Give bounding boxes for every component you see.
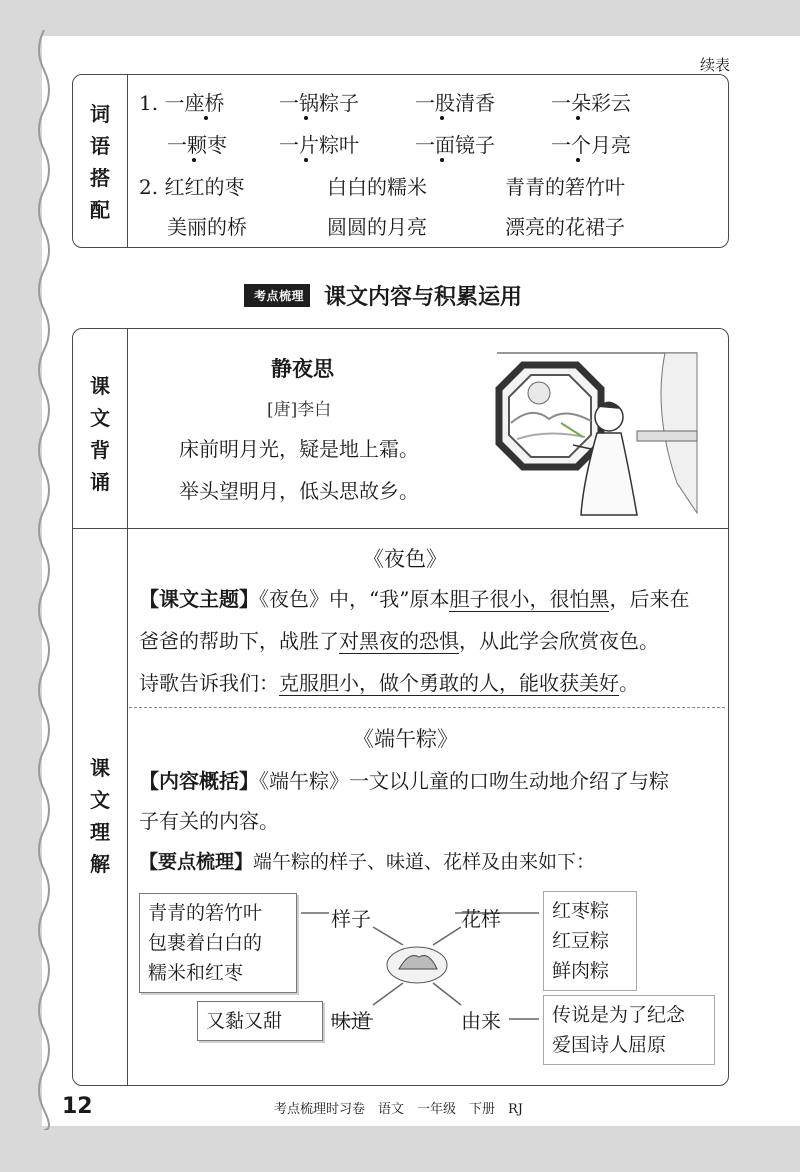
yese-underlined: 对黑夜的恐惧 xyxy=(339,629,459,653)
yangzi-text: 青青的箬竹叶 xyxy=(148,902,263,924)
emphasis-dot xyxy=(304,116,308,120)
recite-side-char: 文 xyxy=(90,406,110,430)
huayang-box xyxy=(543,891,637,991)
yese-text: 。 xyxy=(619,671,639,695)
yese-title: 《夜色》 xyxy=(363,547,447,571)
recite-side-char: 课 xyxy=(90,374,110,398)
vocab-item: 1. 一座桥 xyxy=(139,91,225,115)
yese-text: 爸爸的帮助下，战胜了 xyxy=(139,629,339,653)
section-title: 课文内容与积累运用 xyxy=(324,285,523,310)
yangzi-text: 包裹着白白的 xyxy=(148,932,263,954)
vocab-side-char: 词 xyxy=(90,102,110,126)
weidao-box xyxy=(197,1001,323,1041)
huayang-text: 鲜肉粽 xyxy=(552,960,610,982)
youlai-label: 由来 xyxy=(461,1009,501,1033)
vocab-item: 一朵彩云 xyxy=(551,91,631,115)
yangzi-box xyxy=(139,893,297,993)
understand-side-char: 解 xyxy=(90,852,110,876)
yese-underlined: 克服胆小，做个勇敢的人，能收获美好 xyxy=(279,671,619,695)
vocab-box xyxy=(72,74,729,248)
youlai-text: 爱国诗人屈原 xyxy=(552,1034,667,1056)
vocab-item: 一个月亮 xyxy=(551,133,631,157)
footer-text: 考点梳理时习卷 语文 一年级 下册 RJ xyxy=(274,1102,523,1117)
vocab-item: 2. 红红的枣 xyxy=(139,175,245,199)
vocab-item: 一面镜子 xyxy=(415,133,495,157)
recite-side-char: 背 xyxy=(90,438,110,462)
vocab-item: 一股清香 xyxy=(415,91,495,115)
emphasis-dot xyxy=(440,116,444,120)
yese-text: ，后来在 xyxy=(609,587,690,611)
content-box xyxy=(72,328,729,1086)
understand-side-char: 课 xyxy=(90,756,110,780)
vocab-side-char: 语 xyxy=(90,134,110,158)
points-tag: 【要点梳理】 xyxy=(139,851,254,873)
yese-text: 《夜色》中，“我”原本 xyxy=(259,587,450,611)
vocab-side xyxy=(73,75,128,247)
yangzi-label: 样子 xyxy=(331,907,371,931)
emphasis-dot xyxy=(576,116,580,120)
huayang-text: 红豆粽 xyxy=(552,930,610,952)
understand-side-char: 理 xyxy=(90,820,110,844)
youlai-text: 传说是为了纪念 xyxy=(552,1004,686,1026)
poem-line: 床前明月光，疑是地上霜。 xyxy=(179,437,419,461)
emphasis-dot xyxy=(204,116,208,120)
yese-underlined: 胆子很小，很怕黑 xyxy=(449,587,610,611)
wavy-border-decoration xyxy=(34,30,54,1130)
emphasis-dot xyxy=(440,158,444,162)
vocab-side-char: 搭 xyxy=(90,166,110,190)
vocab-item: 青青的箬竹叶 xyxy=(505,175,625,199)
continued-table-label: 续表 xyxy=(699,56,730,74)
youlai-box xyxy=(543,995,715,1065)
emphasis-dot xyxy=(192,158,196,162)
zongzi-title: 《端午粽》 xyxy=(353,727,458,751)
yese-text: ，从此学会欣赏夜色。 xyxy=(459,629,659,653)
vocab-side-char: 配 xyxy=(90,198,110,222)
huayang-text: 红枣粽 xyxy=(552,900,610,922)
summary-text: 《端午粽》一文以儿童的口吻生动地介绍了与粽 xyxy=(259,769,669,793)
vocab-item: 漂亮的花裙子 xyxy=(505,215,625,239)
vocab-item: 一片粽叶 xyxy=(279,133,359,157)
theme-tag: 【课文主题】 xyxy=(139,587,259,611)
huayang-label: 花样 xyxy=(461,907,501,931)
weidao-text: 又黏又甜 xyxy=(206,1010,283,1032)
page-number: 12 xyxy=(62,1094,93,1119)
yese-text: 诗歌告诉我们： xyxy=(139,671,279,695)
poem-author: [唐]李白 xyxy=(267,400,332,420)
section-tag: 考点梳理 xyxy=(244,284,310,307)
vocab-item: 一颗枣 xyxy=(167,133,227,157)
poem-title: 静夜思 xyxy=(271,357,334,381)
poem-line: 举头望明月，低头思故乡。 xyxy=(179,479,419,503)
summary-tag: 【内容概括】 xyxy=(139,769,259,793)
zongzi-summary-line: 子有关的内容。 xyxy=(139,809,279,833)
vocab-item: 白白的糯米 xyxy=(327,175,427,199)
yangzi-text: 糯米和红枣 xyxy=(148,962,244,984)
emphasis-dot xyxy=(576,158,580,162)
points-text: 端午粽的样子、味道、花样及由来如下： xyxy=(253,851,596,873)
weidao-label: 味道 xyxy=(331,1009,371,1033)
vocab-item: 圆圆的月亮 xyxy=(327,215,427,239)
understand-side-char: 文 xyxy=(90,788,110,812)
vocab-item: 美丽的桥 xyxy=(167,215,247,239)
emphasis-dot xyxy=(304,158,308,162)
recite-side-char: 诵 xyxy=(90,470,110,494)
vocab-item: 一锅粽子 xyxy=(279,91,359,115)
